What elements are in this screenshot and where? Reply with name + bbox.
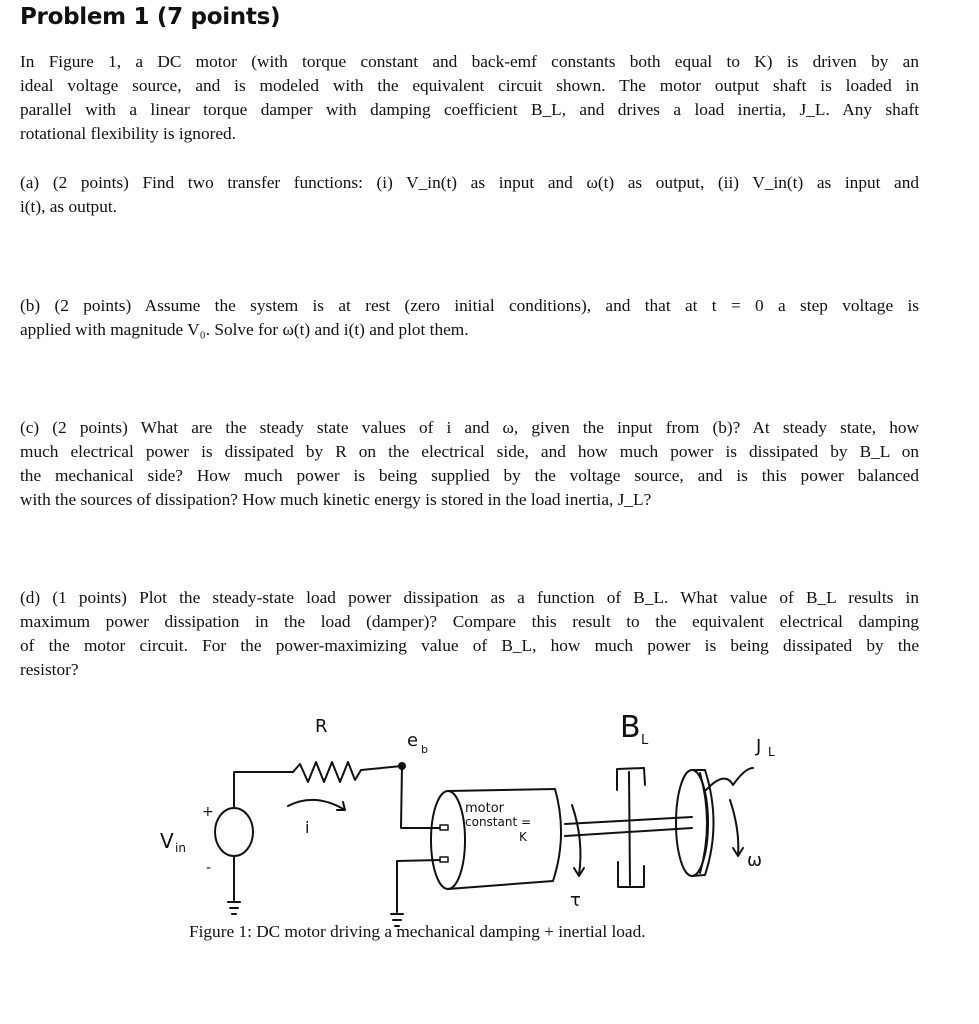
problem-title: Problem 1 (7 points) (20, 4, 281, 30)
text-line: (c) (2 points) What are the steady state values of i and ω, given the input from (b)? At steady state, how (20, 418, 919, 437)
wire-top (234, 772, 293, 808)
label-omega: ω (747, 850, 763, 871)
text-line: with the sources of dissipation? How much kinetic energy is stored in the load inertia, J_L? (20, 490, 652, 509)
label-r: R (315, 716, 328, 737)
label-eb: e (407, 730, 419, 751)
text-line: much electrical power is dissipated by R on the electrical side, and how much power is dissipated by B_L on (20, 442, 919, 461)
figure-caption: Figure 1: DC motor driving a mechanical damping + inertial load. (189, 922, 646, 941)
label-motor: motor (465, 801, 505, 816)
motor-body-end (431, 791, 465, 889)
text-line: of the motor circuit. For the power-maximizing value of B_L, how much power is being dissipated by the (20, 636, 919, 655)
omega-arrow (730, 800, 743, 856)
damper (617, 768, 645, 887)
text-line: (d) (1 points) Plot the steady-state load power dissipation as a function of B_L. What value of B_L results in (20, 588, 919, 607)
label-constant: constant = (465, 815, 532, 829)
label-jl-sub: L (768, 745, 775, 759)
text-line: applied with magnitude V₀. Solve for ω(t) and i(t) and plot them. (20, 320, 469, 339)
label-tau: τ (570, 890, 581, 911)
label-jl: J (756, 736, 762, 757)
text-line: In Figure 1, a DC motor (with torque constant and back-emf constants both equal to K) is driven by an (20, 52, 919, 71)
label-i: i (305, 818, 310, 837)
label-minus: - (206, 860, 212, 876)
text-line: (b) (2 points) Assume the system is at rest (zero initial conditions), and that at t = 0 a step voltage is (20, 296, 919, 315)
ground-icon (228, 902, 240, 914)
motor-terminal (440, 857, 448, 862)
label-vin: V (160, 829, 174, 853)
label-plus: + (202, 804, 214, 820)
label-bl-sub: L (641, 733, 649, 748)
motor-terminal (440, 825, 448, 830)
torque-arrow (572, 805, 584, 876)
text-line: parallel with a linear torque damper with damping coefficient B_L, and drives a load inertia, J_L. Any shaft (20, 100, 919, 119)
label-vin-sub: in (175, 841, 186, 855)
text-line: ideal voltage source, and is modeled with the equivalent circuit shown. The motor output shaft is loaded in (20, 76, 919, 95)
text-line: (a) (2 points) Find two transfer functions: (i) V_in(t) as input and ω(t) as output, (ii) V_in(t) as input and (20, 173, 919, 192)
voltage-source (215, 808, 253, 856)
label-k: K (519, 830, 527, 844)
text-line: rotational flexibility is ignored. (20, 124, 236, 143)
text-line: i(t), as output. (20, 197, 117, 216)
label-eb-sub: b (421, 743, 428, 756)
text-line: the mechanical side? How much power is being supplied by the voltage source, and is this power balanced (20, 466, 919, 485)
current-arrow (288, 800, 345, 810)
label-bl: B (620, 710, 641, 745)
resistor (293, 762, 402, 782)
jl-leader (706, 768, 753, 790)
text-line: maximum power dissipation in the load (damper)? Compare this result to the equivalent electrical damping (20, 612, 919, 631)
text-line: resistor? (20, 660, 79, 679)
wire-motor-upper (401, 766, 440, 828)
